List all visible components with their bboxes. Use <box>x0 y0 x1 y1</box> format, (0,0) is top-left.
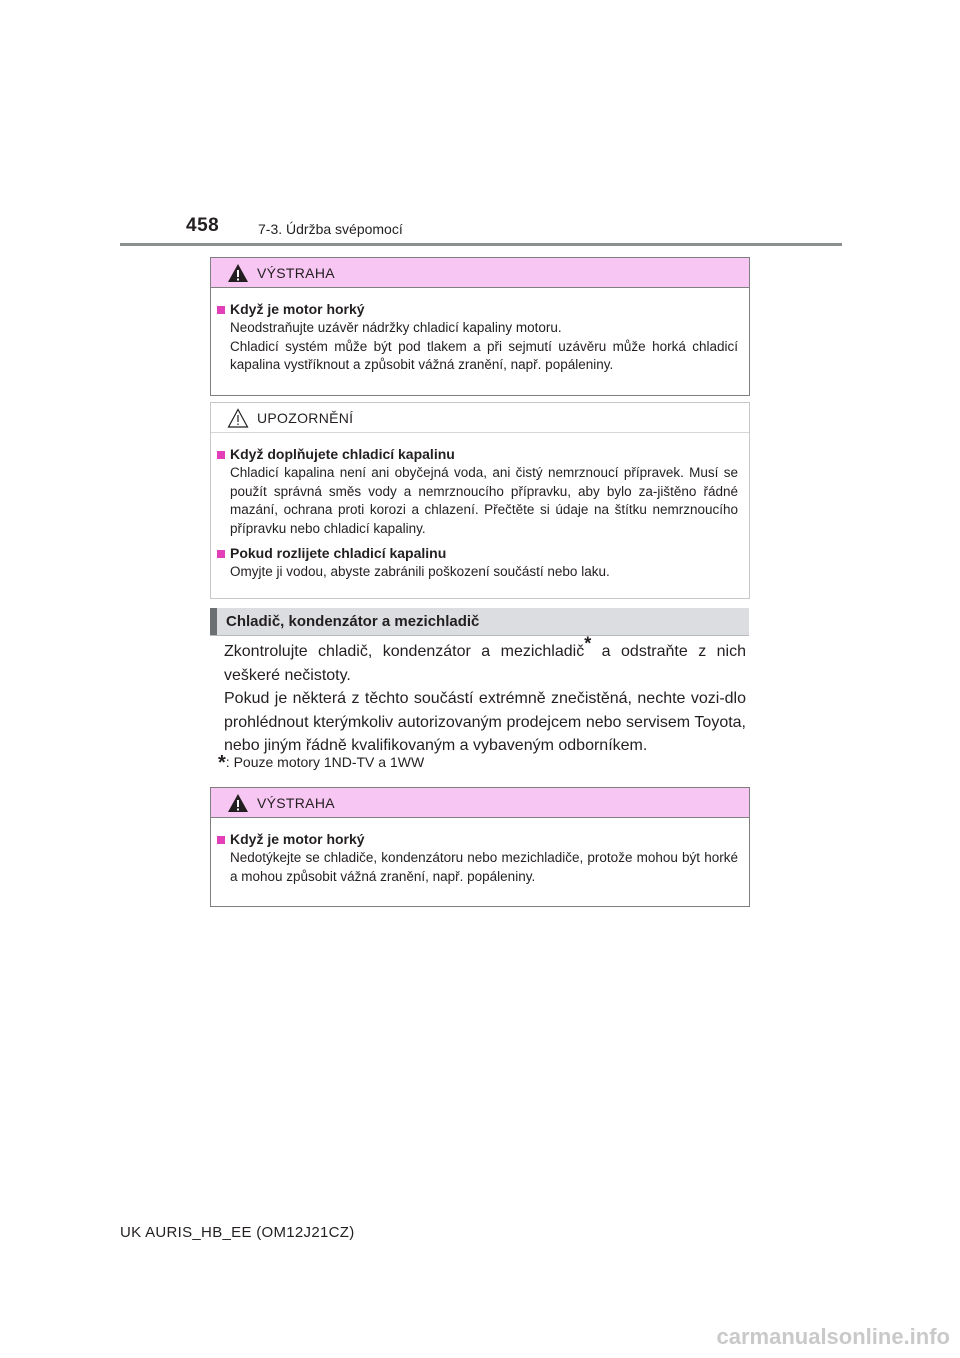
warning-box-hot-radiator <box>210 787 750 907</box>
bullet-square-icon <box>217 550 225 558</box>
body-paragraph <box>224 633 746 687</box>
caution-item <box>217 445 738 538</box>
item-title <box>217 445 738 464</box>
watermark: carmanualsonline.info <box>716 1324 950 1349</box>
footer-model-code: UK AURIS_HB_EE (OM12J21CZ) <box>120 1224 355 1241</box>
item-text-line: Chladicí systém může být pod tlakem a při sejmutí uzávěru může horká chladicí kapalina vystříknout a způsobit vážná zranění, např. popáleniny. <box>230 338 738 372</box>
item-text: Chladicí kapalina není ani obyčejná voda, ani čistý nemrznoucí přípravek. Musí se použít správná směs vody a nemrznoucího přípravku, aby bylo za-jištěno řádné mazání, ochrana proti korozi a chlazení. Přečtěte si údaje na štítku nemrznoucího přípravku nebo chladicí kapaliny. <box>230 465 738 536</box>
header-rule <box>120 243 842 246</box>
item-title <box>217 544 738 563</box>
item-title <box>217 830 738 849</box>
caution-box-header <box>211 403 749 433</box>
page-number: 458 <box>186 215 220 236</box>
item-text: Omyjte ji vodou, abyste zabránili poškození součástí nebo laku. <box>230 564 610 579</box>
warning-triangle-icon <box>227 793 249 813</box>
warning-box-body <box>211 288 749 395</box>
bullet-square-icon <box>217 451 225 459</box>
warning-box-header <box>211 788 749 818</box>
warning-box-header <box>211 258 749 288</box>
item-title-text: Když doplňujete chladicí kapalinu <box>230 446 455 462</box>
footnote-text: : Pouze motory 1ND-TV a 1WW <box>225 754 425 770</box>
item-text-line: Neodstraňujte uzávěr nádržky chladicí kapaliny motoru. <box>230 320 562 335</box>
body-text-part: Zkontrolujte chladič, kondenzátor a mezichladič <box>224 643 585 660</box>
bullet-square-icon <box>217 306 225 314</box>
warning-item <box>217 300 738 375</box>
item-title-text: Když je motor horký <box>230 301 365 317</box>
body-text <box>224 633 746 758</box>
section-heading-text: Chladič, kondenzátor a mezichladič <box>226 613 480 630</box>
warning-triangle-icon <box>227 263 249 283</box>
heading-accent <box>210 608 217 635</box>
footnote-star: * <box>218 752 226 774</box>
item-title <box>217 300 738 319</box>
caution-box-body <box>211 433 749 598</box>
body-paragraph: Pokud je některá z těchto součástí extrémně znečistěná, nechte vozi-dlo prohlédnout kterýmkoliv autorizovaným prodejcem nebo servisem Toyota, nebo jiným řádně kvalifikovaným a vybaveným odborníkem. <box>224 690 746 754</box>
footnote-star-icon: * <box>584 633 592 654</box>
item-text: Nedotýkejte se chladiče, kondenzátoru nebo mezichladiče, protože mohou být horké a mohou způsobit vážná zranění, např. popáleniny. <box>230 850 738 884</box>
section-title: 7-3. Údržba svépomocí <box>258 221 403 237</box>
warning-label: VÝSTRAHA <box>257 264 335 281</box>
footnote <box>218 752 424 775</box>
item-text <box>217 319 738 375</box>
item-title-text: Když je motor horký <box>230 831 365 847</box>
warning-label: VÝSTRAHA <box>257 794 335 811</box>
warning-box-hot-engine <box>210 257 750 396</box>
item-title-text: Pokud rozlijete chladicí kapalinu <box>230 545 447 561</box>
bullet-square-icon <box>217 836 225 844</box>
warning-item <box>217 830 738 886</box>
caution-item <box>217 544 738 582</box>
section-heading <box>210 608 749 636</box>
body-text-part: a odstraňte z nich veškeré nečistoty. <box>224 643 746 684</box>
caution-box-coolant <box>210 402 750 599</box>
warning-box-body <box>211 818 749 906</box>
caution-triangle-icon <box>227 408 249 428</box>
caution-label: UPOZORNĚNÍ <box>257 409 354 426</box>
